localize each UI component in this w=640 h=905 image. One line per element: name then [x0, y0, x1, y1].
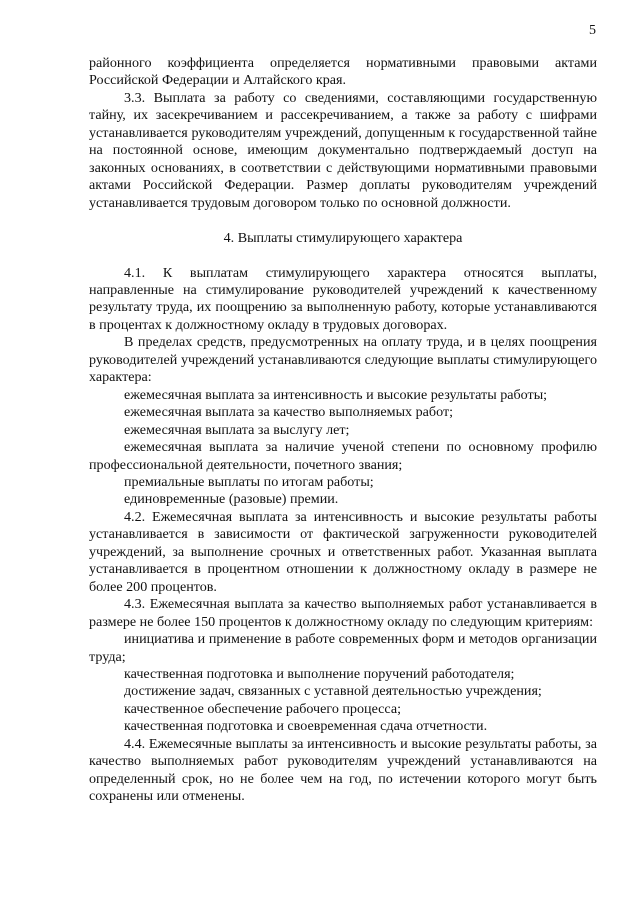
paragraph-4-2: 4.2. Ежемесячная выплата за интенсивность и высокие результаты работы устанавливается в зависимости от фактической загруженности руководителей учреждений, за выполнение срочных и ответственных работ. Указанная выплата устанавливается в процентном отношении к должностному окладу в размере не более 200 процентов. [89, 508, 597, 595]
list-item: качественное обеспечение рабочего процесса; [124, 700, 402, 717]
paragraph-4-3: 4.3. Ежемесячная выплата за качество выполняемых работ устанавливается в размере не более 150 процентов к должностному окладу по следующим критериям: [89, 596, 597, 630]
list-item: достижение задач, связанных с уставной деятельностью учреждения; [124, 683, 542, 700]
section-heading-4: 4. Выплаты стимулирующего характера [223, 230, 463, 247]
list-item: инициатива и применение в работе современных форм и методов организации труда; [89, 631, 597, 665]
list-item: премиальные выплаты по итогам работы; [124, 473, 374, 490]
paragraph-intro: районного коэффициента определяется нормативными правовыми актами Российской Федерации и Алтайского края. [89, 55, 597, 89]
list-item: ежемесячная выплата за интенсивность и высокие результаты работы; [124, 386, 548, 403]
paragraph-4-1: 4.1. К выплатам стимулирующего характера относятся выплаты, направленные на стимулирование руководителей учреждений к качественному результату труда, их поощрению за выполненную работу, которые устанавливаются в процентах к должностному окладу в трудовых договорах. [89, 264, 597, 333]
list-item: качественная подготовка и своевременная сдача отчетности. [124, 718, 488, 735]
list-item: ежемесячная выплата за выслугу лет; [124, 421, 350, 438]
page-number: 5 [589, 23, 596, 38]
paragraph-4-1-b: В пределах средств, предусмотренных на оплату труда, и в целях поощрения руководителей учреждений устанавливаются следующие выплаты стимулирующего характера: [89, 334, 597, 386]
paragraph-3-3: 3.3. Выплата за работу со сведениями, составляющими государственную тайну, их засекречиванием и рассекречиванием, а также за работу с шифрами устанавливается руководителям учреждений, допущенным к государственной тайне на постоянной основе, имеющим документально подтверждаемый доступ на законных основаниях, в соответствии с действующими нормативными правовыми актами Российской Федерации. Размер доплаты руководителям учреждений устанавливается трудовым договором только по основной должности. [89, 89, 597, 211]
list-item: ежемесячная выплата за наличие ученой степени по основному профилю профессиональной деятельности, почетного звания; [89, 439, 597, 473]
document-body [89, 55, 597, 806]
list-item: качественная подготовка и выполнение поручений работодателя; [124, 665, 515, 682]
list-item: ежемесячная выплата за качество выполняемых работ; [124, 404, 454, 421]
list-item: единовременные (разовые) премии. [124, 491, 339, 508]
paragraph-4-4: 4.4. Ежемесячные выплаты за интенсивность и высокие результаты работы, за качество выполняемых работ руководителям учреждений устанавливаются на определенный срок, но не более чем на год, по истечении которого могут быть сохранены или отменены. [89, 735, 597, 805]
